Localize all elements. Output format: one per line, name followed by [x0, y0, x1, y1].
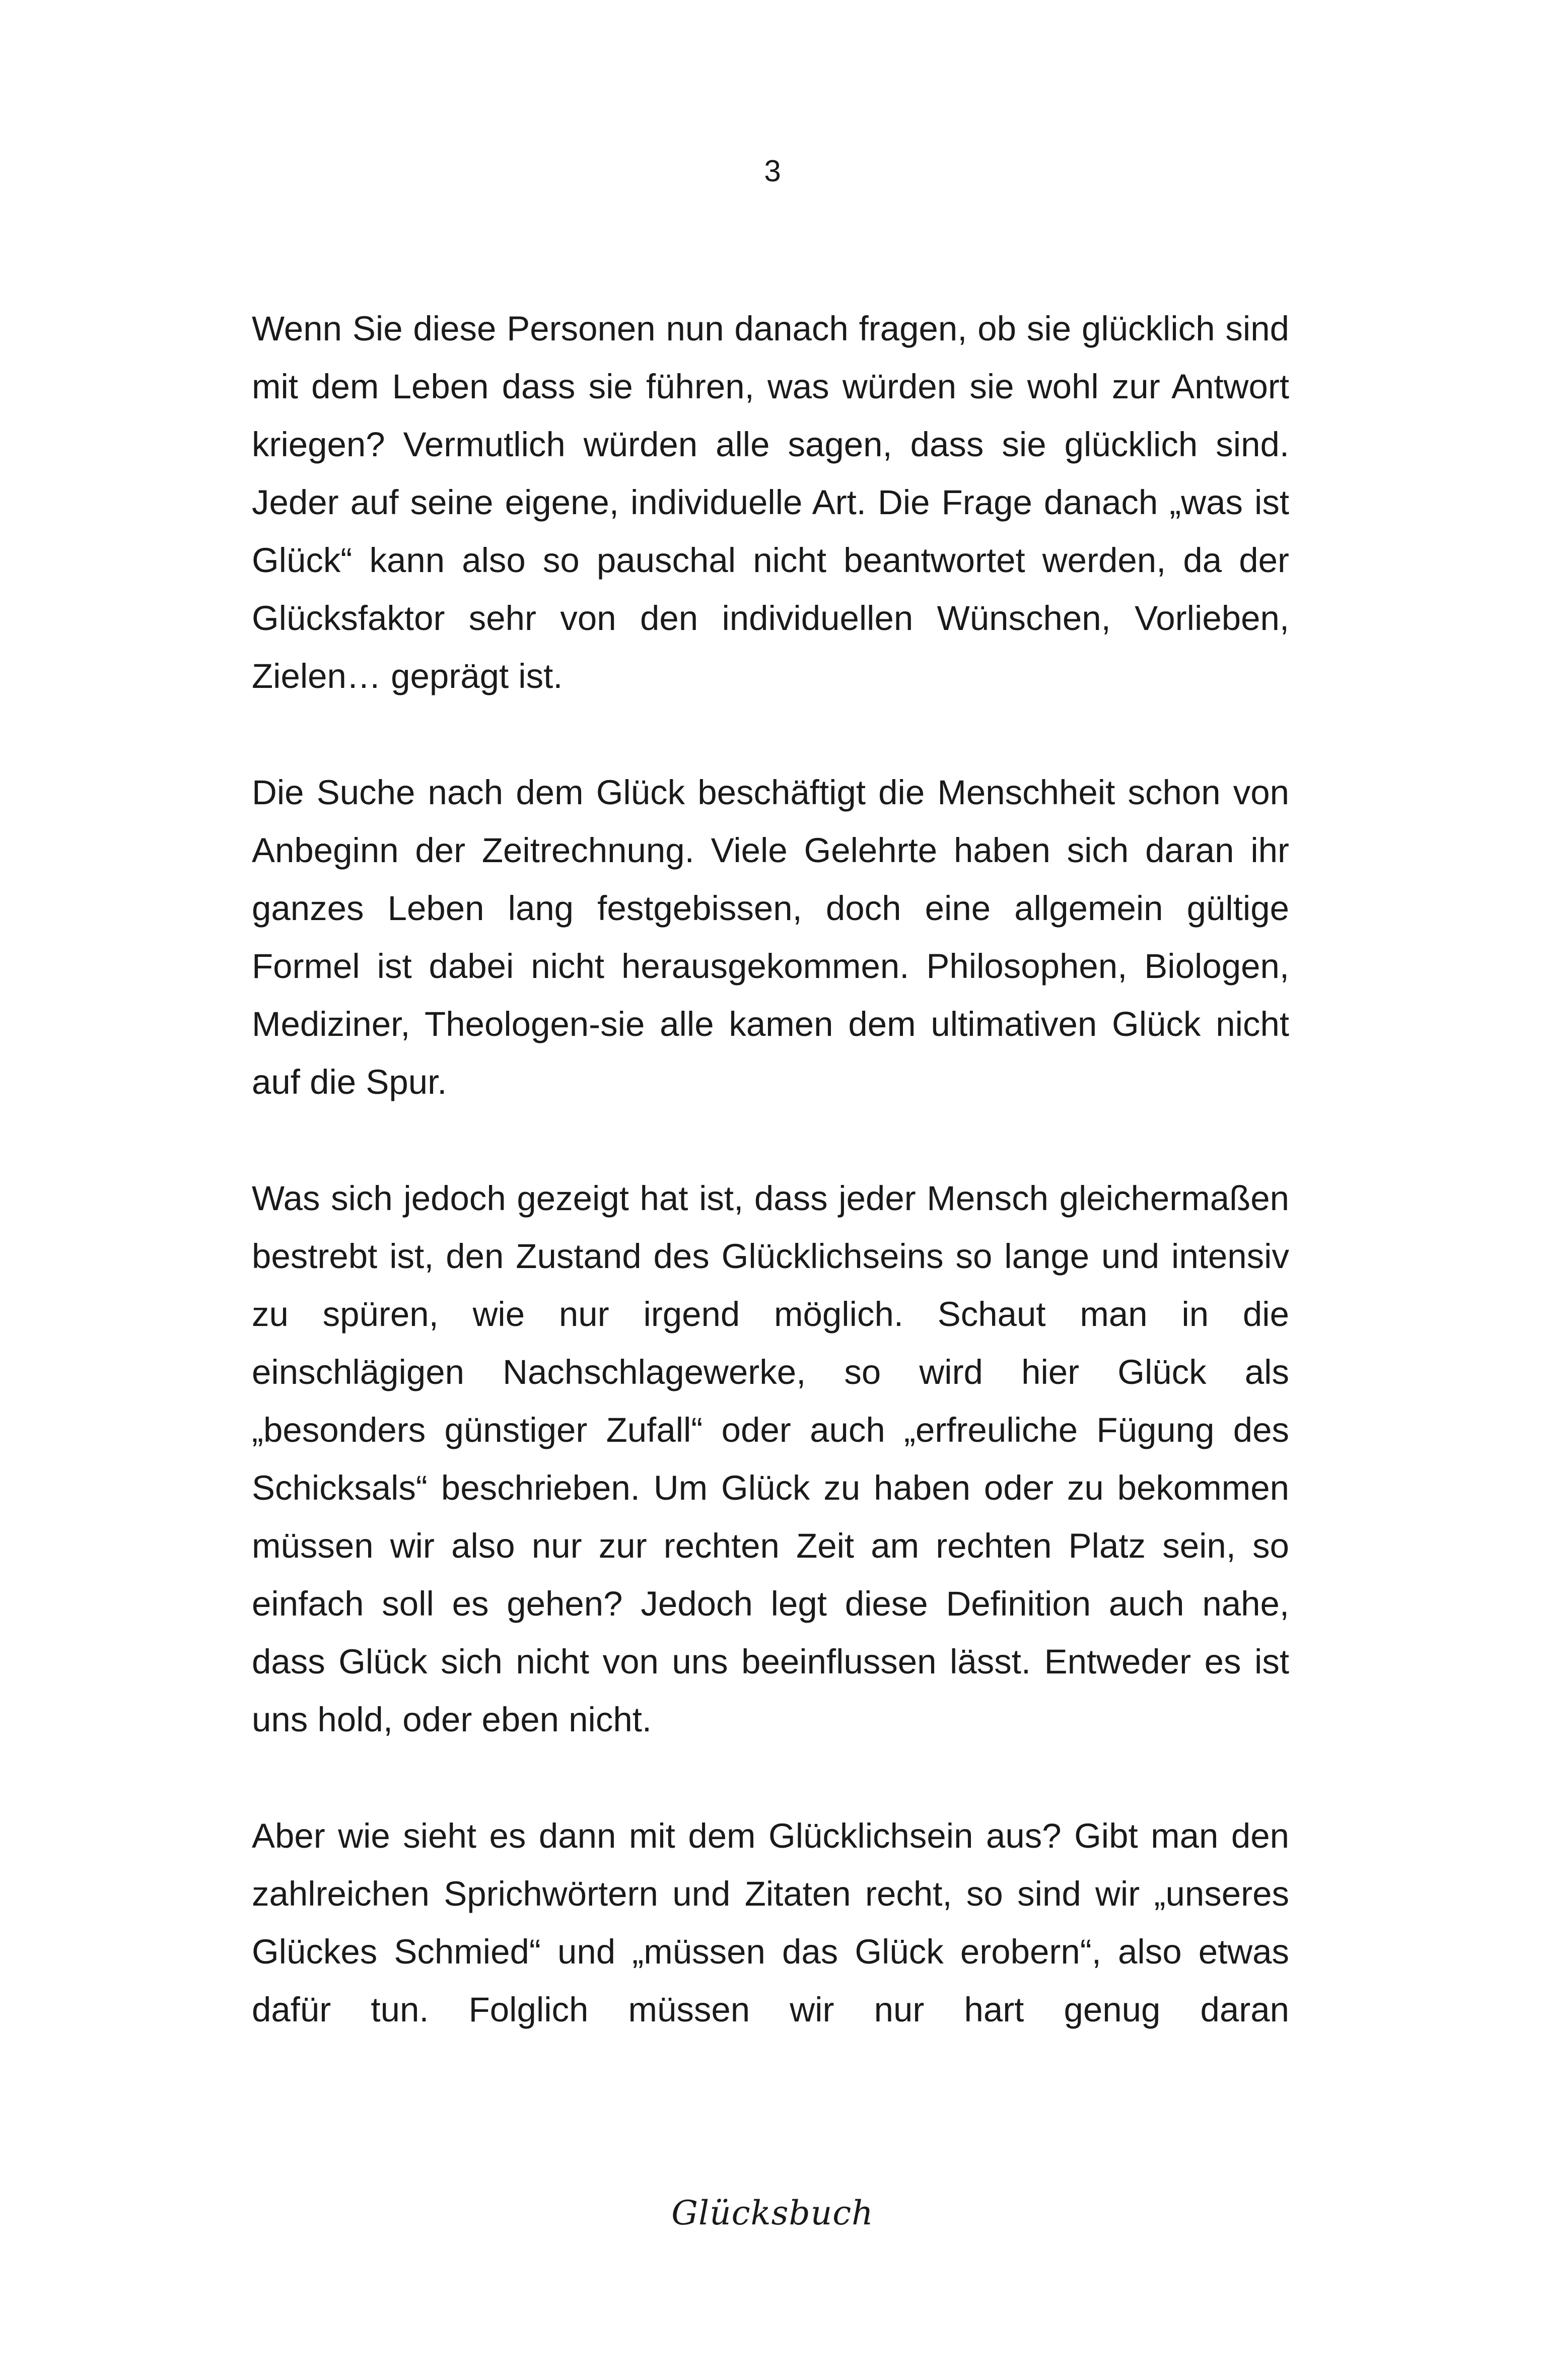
page-number: 3 — [764, 154, 781, 188]
paragraph-4: Aber wie sieht es dann mit dem Glücklichsein aus? Gibt man den zahlreichen Sprichwörtern und Zitaten recht, so sind wir „unseres Glückes Schmied“ und „müssen das Glück erobern“, also etwas dafür tun. Folglich müssen wir nur hart genug daran — [252, 1816, 1289, 2029]
paragraph-3: Was sich jedoch gezeigt hat ist, dass jeder Mensch gleichermaßen bestrebt ist, den Zustand des Glücklichseins so lange und intensiv zu spüren, wie nur irgend möglich. Schaut man in die einschlägigen Nachschlagewerke, so wird hier Glück als „besonders günstiger Zufall“ oder auch „erfreuliche Fügung des Schicksals“ beschrieben. Um Glück zu haben oder zu bekommen müssen wir also nur zur rechten Zeit am rechten Platz sein, so einfach soll es gehen? Jedoch legt diese Definition auch nahe, dass Glück sich nicht von uns beeinflussen lässt. Entweder es ist uns hold, oder eben nicht. — [252, 1179, 1289, 1739]
footer-book-title: Glücksbuch — [671, 2194, 874, 2232]
body-text — [252, 300, 1289, 2039]
paragraph-1: Wenn Sie diese Personen nun danach fragen, ob sie glücklich sind mit dem Leben dass sie führen, was würden sie wohl zur Antwort kriegen? Vermutlich würden alle sagen, dass sie glücklich sind. Jeder auf seine eigene, individuelle Art. Die Frage danach „was ist Glück“ kann also so pauschal nicht beantwortet werden, da der Glücksfaktor sehr von den individuellen Wünschen, Vorlieben, Zielen… geprägt ist. — [252, 309, 1289, 695]
paragraph-2: Die Suche nach dem Glück beschäftigt die Menschheit schon von Anbeginn der Zeitrechnung. Viele Gelehrte haben sich daran ihr ganzes Leben lang festgebissen, doch eine allgemein gültige Formel ist dabei nicht herausgekommen. Philosophen, Biologen, Mediziner, Theologen-sie alle kamen dem ultimativen Glück nicht auf die Spur. — [252, 773, 1289, 1101]
